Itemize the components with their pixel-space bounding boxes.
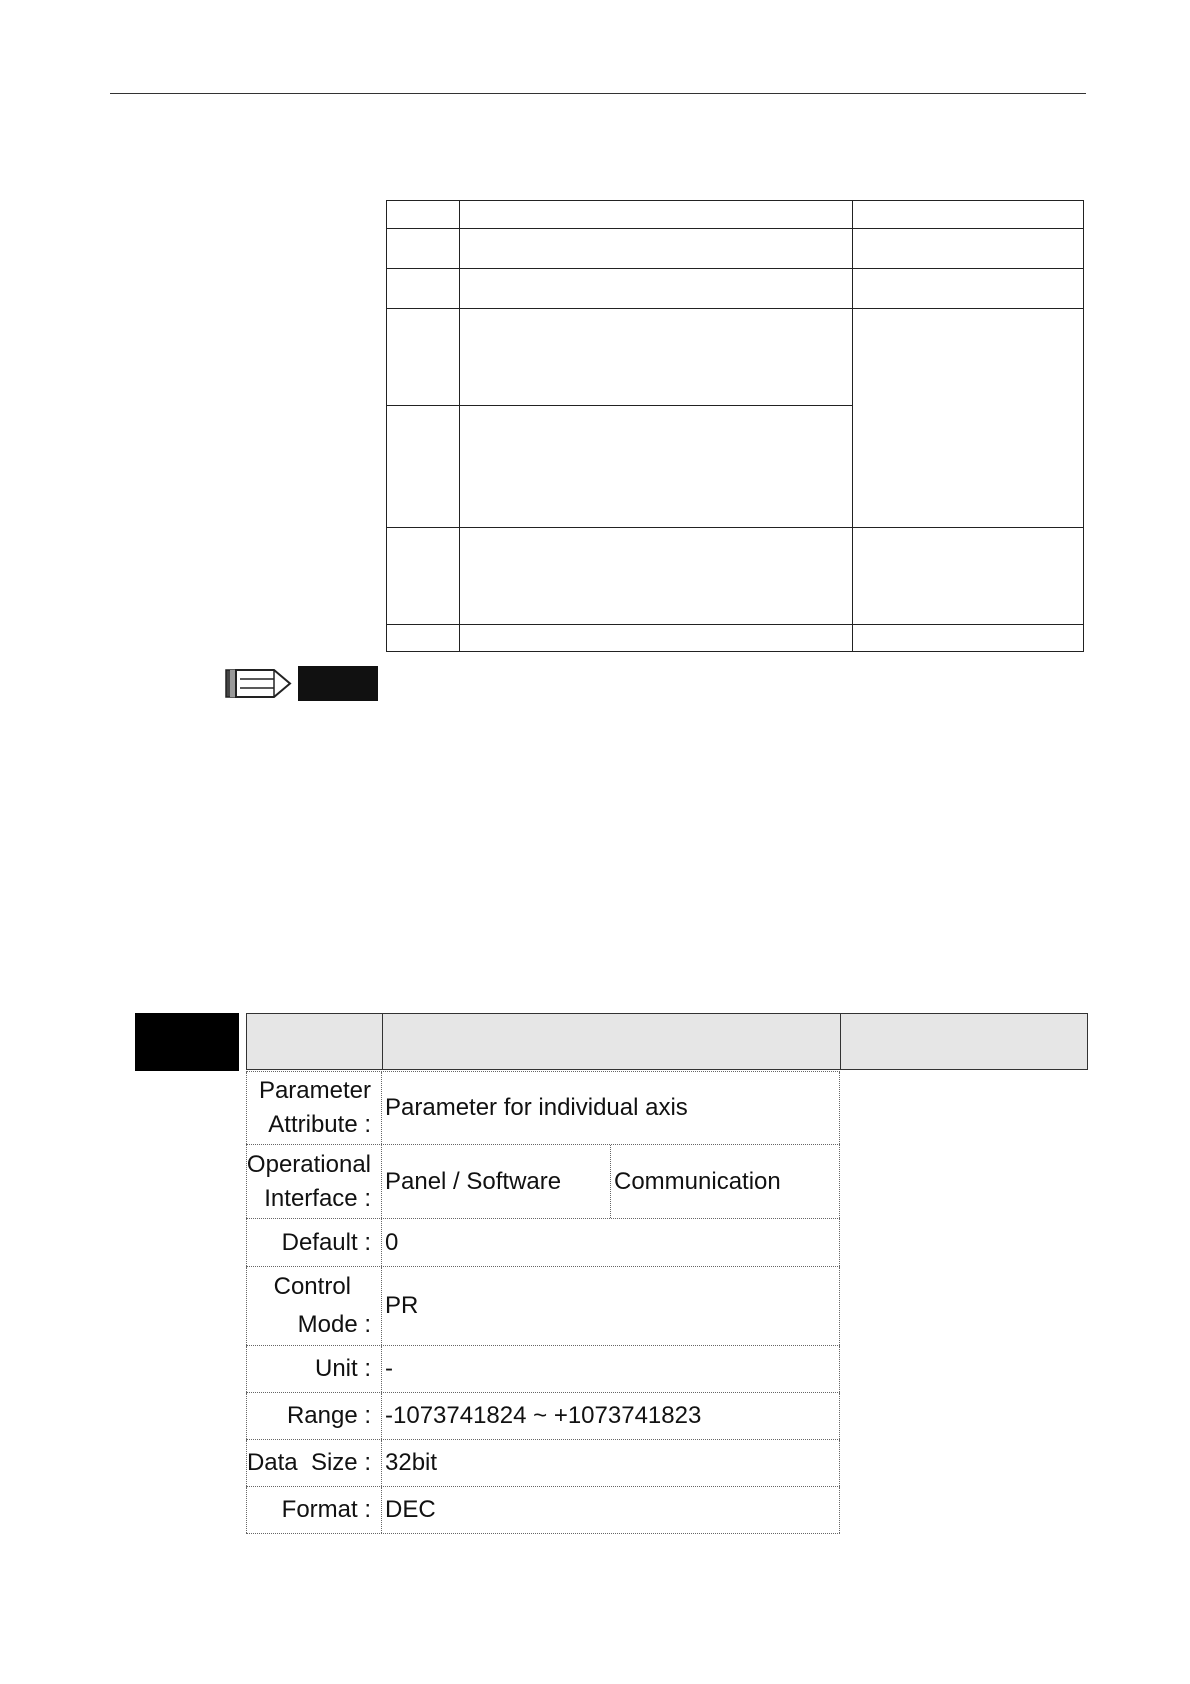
table-cell xyxy=(852,527,1084,625)
label-line: Attribute : xyxy=(268,1111,371,1138)
table-cell xyxy=(852,268,1084,309)
attribute-value-panel: Panel / Software xyxy=(382,1145,611,1218)
table-cell xyxy=(459,308,853,406)
attribute-value: PR xyxy=(382,1267,840,1345)
attribute-value: Parameter for individual axis xyxy=(382,1072,840,1144)
attribute-value: DEC xyxy=(382,1487,840,1533)
table-cell xyxy=(386,228,460,269)
label-line: Operational xyxy=(246,1150,371,1178)
attribute-label xyxy=(246,1145,382,1218)
table-cell xyxy=(386,308,460,406)
table-cell xyxy=(852,624,1084,652)
attribute-label xyxy=(246,1267,382,1345)
attribute-row-unit xyxy=(246,1346,840,1393)
parameter-header-code xyxy=(246,1013,383,1070)
parameter-code-tab xyxy=(135,1013,239,1071)
table-cell xyxy=(386,624,460,652)
table-cell xyxy=(386,200,460,229)
table-cell xyxy=(386,527,460,625)
table-cell xyxy=(459,527,853,625)
attribute-value: 0 xyxy=(382,1219,840,1266)
table-cell xyxy=(459,228,853,269)
attribute-row-operational-interface xyxy=(246,1145,840,1219)
attribute-label: Unit : xyxy=(246,1346,382,1392)
note-label xyxy=(298,666,378,701)
header-rule xyxy=(110,93,1086,94)
table-cell xyxy=(386,268,460,309)
table-cell xyxy=(459,268,853,309)
label-line: Mode : xyxy=(297,1311,371,1338)
attribute-row-control-mode xyxy=(246,1267,840,1346)
table-cell xyxy=(852,228,1084,269)
attribute-value: - xyxy=(382,1346,840,1392)
label-line: Parameter xyxy=(258,1077,371,1104)
table-cell xyxy=(852,200,1084,229)
upper-table xyxy=(386,200,1084,652)
attribute-row-format xyxy=(246,1487,840,1534)
table-cell xyxy=(852,308,1084,528)
attribute-row-data-size xyxy=(246,1440,840,1487)
parameter-header-address xyxy=(840,1013,1088,1070)
attribute-value: -1073741824 ~ +1073741823 xyxy=(382,1393,840,1439)
attribute-label: Format : xyxy=(246,1487,382,1533)
attribute-row-range xyxy=(246,1393,840,1440)
attribute-label: Range : xyxy=(246,1393,382,1439)
table-cell xyxy=(459,624,853,652)
parameter-header-name xyxy=(382,1013,841,1070)
table-cell xyxy=(459,200,853,229)
attribute-label: Data Size : xyxy=(246,1440,382,1486)
attribute-label xyxy=(246,1072,382,1144)
label-line: Interface : xyxy=(264,1184,371,1212)
table-cell xyxy=(386,405,460,528)
pencil-icon xyxy=(224,665,296,701)
table-cell xyxy=(459,405,853,528)
attribute-row-parameter-attribute xyxy=(246,1071,840,1145)
label-line: Control xyxy=(273,1273,351,1300)
attribute-value: 32bit xyxy=(382,1440,840,1486)
attribute-value-communication: Communication xyxy=(611,1145,840,1218)
attribute-row-default xyxy=(246,1219,840,1267)
attribute-label: Default : xyxy=(246,1219,382,1266)
